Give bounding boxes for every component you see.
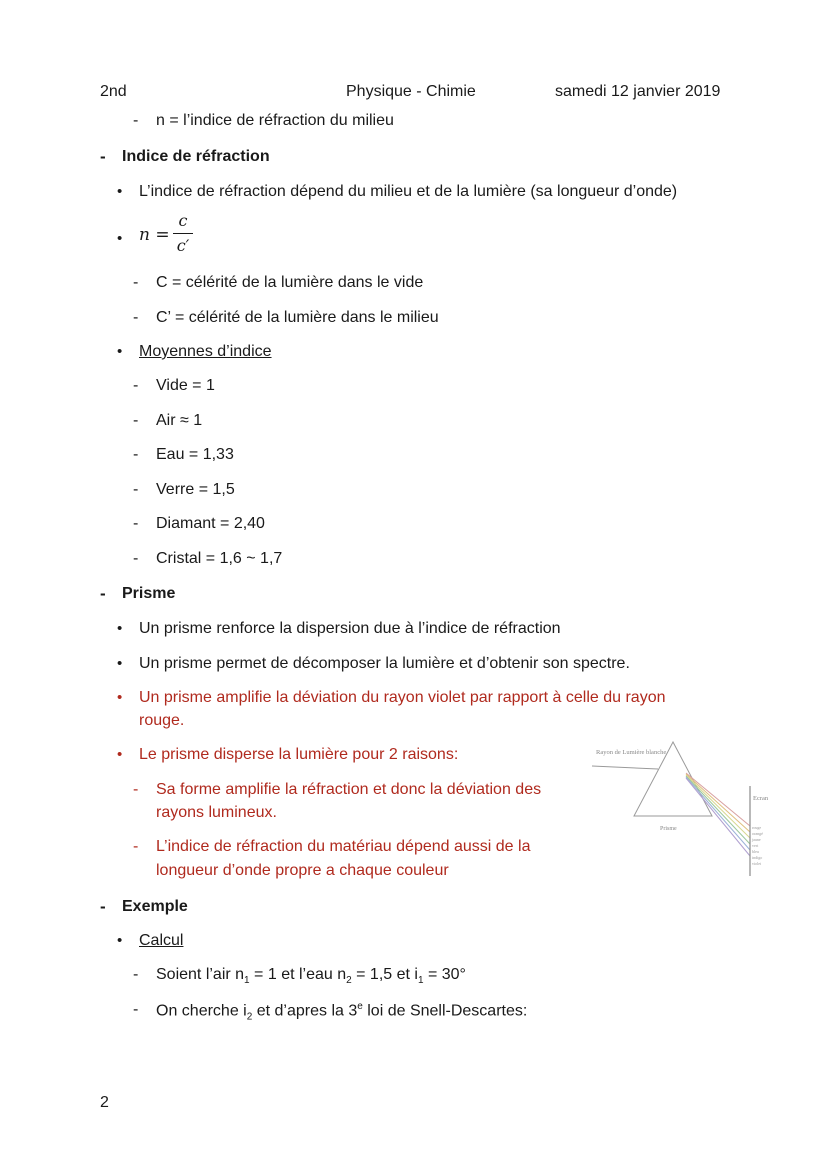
label-indigo: indigo bbox=[752, 855, 763, 860]
label-prism: Prisme bbox=[660, 826, 677, 832]
ray-vert bbox=[686, 776, 750, 844]
bullet-marker: • bbox=[117, 932, 123, 949]
dash-marker: - bbox=[133, 309, 139, 326]
page-number: 2 bbox=[100, 1094, 109, 1111]
prisme-bullet3-line1: Un prisme amplifie la déviation du rayon violet par rapport à celle du rayon bbox=[139, 689, 666, 706]
prisme-bullet2: Un prisme permet de décomposer la lumière et d’obtenir son spectre. bbox=[139, 655, 630, 672]
label-rouge: rouge bbox=[752, 825, 762, 830]
value-verre: Verre = 1,5 bbox=[156, 481, 235, 498]
prisme-bullet1: Un prisme renforce la dispersion due à l’indice de réfraction bbox=[139, 620, 561, 637]
dash-marker: - bbox=[133, 412, 139, 429]
header-subject: Physique - Chimie bbox=[346, 83, 476, 100]
section-dash: - bbox=[100, 897, 106, 916]
section-dash: - bbox=[100, 147, 106, 166]
incident-ray bbox=[592, 766, 658, 769]
exemple-line1: Soient l’air $n_1 = 1$ et l’eau $n_2 = 1,5$ et $i_1 = 30^\circ$ bbox=[156, 966, 466, 987]
prism-dispersion-figure bbox=[590, 738, 790, 880]
reason2-line2: longueur d’onde propre a chaque couleur bbox=[156, 862, 449, 879]
label-screen: Ecran bbox=[753, 795, 769, 802]
dash-marker: - bbox=[133, 838, 139, 855]
prisme-bullet3-line2: rouge. bbox=[139, 712, 185, 729]
section-title-prisme: Prisme bbox=[122, 585, 176, 602]
dash-marker: - bbox=[133, 550, 139, 567]
label-orange: orangé bbox=[752, 831, 763, 836]
bullet-marker: • bbox=[117, 689, 123, 706]
label-ray: Rayon de Lumière blanche bbox=[596, 749, 667, 756]
value-eau: Eau = 1,33 bbox=[156, 446, 234, 463]
reason1-line2: rayons lumineux. bbox=[156, 804, 277, 821]
dash-marker: - bbox=[133, 1001, 139, 1018]
exemple-line2: On cherche $i_2$ et d’apres la 3e loi de Snell-Descartes: bbox=[156, 1001, 528, 1023]
ray-jaune bbox=[686, 775, 750, 838]
formula-numerator: c bbox=[178, 211, 188, 230]
label-bleu: bleu bbox=[752, 849, 759, 854]
def-cprime: C’ = célérité de la lumière dans le milieu bbox=[156, 309, 439, 326]
label-jaune: jaune bbox=[752, 837, 761, 842]
header-date: samedi 12 janvier 2019 bbox=[555, 83, 721, 100]
section-title-indice: Indice de réfraction bbox=[122, 148, 270, 165]
formula-denominator: c′ bbox=[176, 236, 190, 255]
indice-bullet1: L’indice de réfraction dépend du milieu et de la lumière (sa longueur d’onde) bbox=[139, 183, 678, 200]
dash-marker: - bbox=[133, 274, 139, 291]
reason1-line1: Sa forme amplifie la réfraction et donc la déviation des bbox=[156, 781, 542, 798]
bullet-marker: • bbox=[117, 183, 123, 200]
calcul-title: Calcul bbox=[139, 932, 184, 949]
value-diamant: Diamant = 2,40 bbox=[156, 515, 265, 532]
label-violet: violet bbox=[752, 861, 762, 866]
ray-bleu bbox=[686, 777, 750, 850]
formula-fraction bbox=[172, 211, 194, 255]
dash-marker: - bbox=[133, 515, 139, 532]
moyennes-title: Moyennes d’indice bbox=[139, 343, 272, 360]
dash-marker: - bbox=[133, 781, 139, 798]
top-item-text: n = l’indice de réfraction du milieu bbox=[156, 112, 394, 129]
fraction-bar bbox=[173, 233, 193, 234]
bullet-marker: • bbox=[117, 655, 123, 672]
bullet-marker: • bbox=[117, 343, 123, 360]
ray-violet bbox=[686, 778, 750, 856]
section-dash: - bbox=[100, 584, 106, 603]
dash-marker: - bbox=[133, 481, 139, 498]
label-vert: vert bbox=[752, 843, 759, 848]
dash-marker: - bbox=[133, 446, 139, 463]
bullet-marker: • bbox=[117, 746, 123, 763]
dash-marker: - bbox=[133, 112, 139, 129]
dash-marker: - bbox=[133, 966, 139, 983]
bullet-marker: • bbox=[117, 620, 123, 637]
value-cristal: Cristal = 1,6 ~ 1,7 bbox=[156, 550, 283, 567]
value-air: Air ≈ 1 bbox=[156, 412, 203, 429]
ray-orange bbox=[686, 774, 750, 832]
reason2-line1: L’indice de réfraction du matériau dépend aussi de la bbox=[156, 838, 531, 855]
prisme-bullet4: Le prisme disperse la lumière pour 2 raisons: bbox=[139, 746, 459, 763]
dash-marker: - bbox=[133, 377, 139, 394]
formula-lhs: n = bbox=[139, 225, 170, 245]
header-level: 2nd bbox=[100, 83, 127, 100]
def-c: C = célérité de la lumière dans le vide bbox=[156, 274, 424, 291]
value-vide: Vide = 1 bbox=[156, 377, 215, 394]
ray-rouge bbox=[686, 773, 750, 826]
bullet-marker: • bbox=[117, 230, 123, 247]
section-title-exemple: Exemple bbox=[122, 898, 188, 915]
